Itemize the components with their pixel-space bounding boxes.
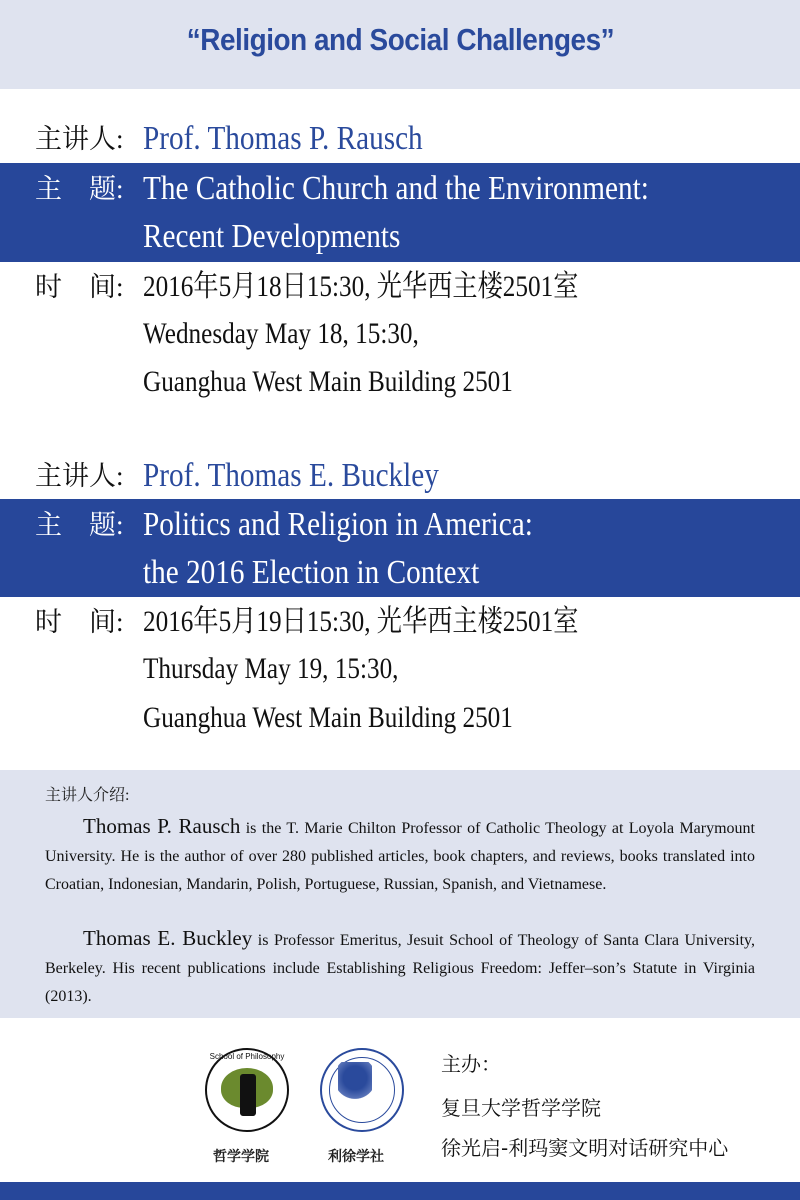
school-of-philosophy-logo-icon xyxy=(205,1048,289,1132)
bio-heading: 主讲人介绍: xyxy=(45,787,130,804)
bio-text: is Professor Emeritus, Jesuit School of Theology of Santa Clara University, Berkeley. His recent publications include Establishing Religious Freedom: Jeffer–son’s Statute in Virginia (2013). xyxy=(45,932,756,1005)
time-cn: 2016年5月19日15:30, 光华西主楼2501室 xyxy=(143,605,579,638)
lecture-1-topic-band xyxy=(0,163,800,262)
topic-label: 主 题: xyxy=(35,174,124,204)
topic-line-1: Politics and Religion in America: xyxy=(143,506,533,543)
organizer-item: 徐光启-利玛窦文明对话研究中心 xyxy=(441,1136,729,1160)
time-label: 时 间: xyxy=(35,272,124,302)
speaker-name: Prof. Thomas E. Buckley xyxy=(143,457,439,494)
speaker-label: 主讲人: xyxy=(35,461,124,491)
topic-line-2: the 2016 Election in Context xyxy=(143,554,480,591)
topic-line-2: Recent Developments xyxy=(143,218,401,255)
speaker-name: Prof. Thomas P. Rausch xyxy=(143,120,423,157)
speaker-label: 主讲人: xyxy=(35,124,124,154)
lixu-society-logo-icon xyxy=(320,1048,404,1132)
location-en: Guanghua West Main Building 2501 xyxy=(143,365,513,398)
bio-paragraph-buckley xyxy=(45,924,755,1011)
organizer-label: 主办： xyxy=(441,1052,501,1076)
bio-paragraph-rausch xyxy=(45,812,755,899)
logo-ring-text: School of Philosophy xyxy=(209,1052,285,1061)
tree-emblem-icon xyxy=(338,1062,372,1102)
time-en: Wednesday May 18, 15:30, xyxy=(143,317,419,350)
title-band xyxy=(0,0,800,89)
lecture-2-topic-band xyxy=(0,499,800,597)
topic-label: 主 题: xyxy=(35,510,124,540)
bottom-bar xyxy=(0,1182,800,1200)
speaker-bio-section xyxy=(0,770,800,1018)
footer-logos xyxy=(0,1018,800,1182)
location-en: Guanghua West Main Building 2501 xyxy=(143,701,513,734)
page-title: “Religion and Social Challenges” xyxy=(186,21,614,57)
bio-name: Thomas P. Rausch xyxy=(83,814,241,838)
tree-trunk-icon xyxy=(240,1074,256,1116)
logo-caption-lixu: 利徐学社 xyxy=(328,1149,384,1165)
bio-name: Thomas E. Buckley xyxy=(83,926,253,950)
topic-line-1: The Catholic Church and the Environment: xyxy=(143,170,649,207)
logo-caption-philosophy: 哲学学院 xyxy=(213,1149,269,1165)
organizer-item: 复旦大学哲学学院 xyxy=(441,1096,601,1120)
time-en: Thursday May 19, 15:30, xyxy=(143,652,399,685)
time-label: 时 间: xyxy=(35,607,124,637)
bio-text: is the T. Marie Chilton Professor of Catholic Theology at Loyola Marymount University. He is the author of over 280 published articles, book chapters, and reviews, books translated into Croatian, Indonesian, Mandarin, Polish, Portuguese, Russian, Spanish, and Vietnamese. xyxy=(45,820,756,893)
time-cn: 2016年5月18日15:30, 光华西主楼2501室 xyxy=(143,270,579,303)
